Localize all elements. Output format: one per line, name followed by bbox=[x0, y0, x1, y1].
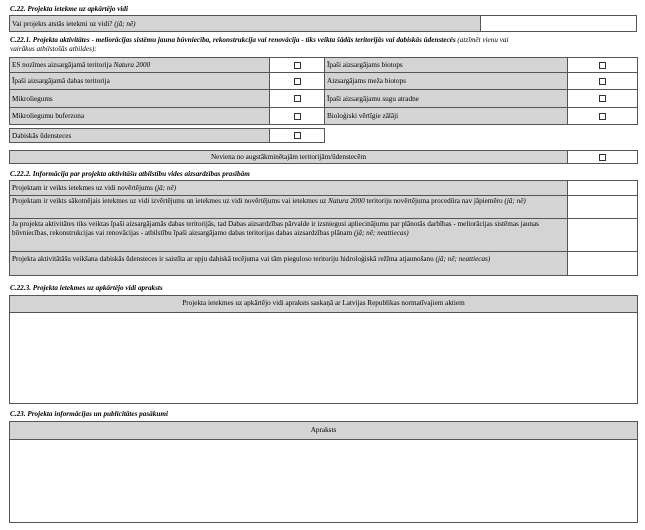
c222-row-nature-protection-approval bbox=[9, 218, 568, 252]
c223-header-text: Projekta ietekmes uz apkārtējo vidi apraksts saskaņā ar Latvijas Republikas normatīvajiem aktiem bbox=[182, 299, 465, 307]
natural-watercourses-cell bbox=[269, 128, 325, 143]
section-c23-title: C.23. Projekta informācijas un publicitātes pasākumi bbox=[10, 410, 168, 418]
c22-answer-field[interactable] bbox=[480, 15, 637, 32]
c222-row-watercourse-restoration bbox=[9, 251, 568, 276]
section-c222-title: C.22.2. Informācija par projekta aktivitāšu atbilstību vides aizsardzības prasībām bbox=[10, 170, 250, 178]
c222-row-text: Projektam ir veikts ietekmes uz vidi novērtējums bbox=[12, 184, 155, 192]
c223-description-textarea[interactable] bbox=[9, 312, 638, 404]
territory-label-text: Mikroliegumu buferzona bbox=[12, 112, 85, 120]
territory-natura-2000-cell bbox=[269, 57, 325, 73]
territory-microreserve-buffer-cell bbox=[269, 107, 325, 125]
section-c22-title: C.22. Projekta ietekme uz apkārtējo vidi bbox=[10, 5, 128, 13]
territory-microreserve-label bbox=[9, 89, 270, 108]
c222-row-nature-protection-approval-answer[interactable] bbox=[567, 218, 638, 252]
c22-question-cell bbox=[9, 15, 481, 32]
section-c221-title-block bbox=[10, 36, 638, 45]
territory-label-text: Mikroliegums bbox=[12, 95, 53, 103]
c23-header bbox=[9, 421, 638, 440]
section-c221-hint-2: vairākus atbilstošās atbildes): bbox=[10, 45, 97, 53]
c222-row-hint: (jā; nē) bbox=[504, 197, 526, 205]
territory-label-text: Īpaši aizsargājamā dabas teritorija bbox=[12, 77, 110, 85]
c222-row-text: Projektam ir veikts sākotnējais ietekmes uz vidi izvērtējums un ietekmes uz vidi novērtējums vai ietekmes uz bbox=[12, 197, 329, 205]
territory-microreserve-buffer-label bbox=[9, 107, 270, 125]
territory-biotope-cell bbox=[567, 57, 638, 73]
territory-grassland-checkbox[interactable] bbox=[599, 113, 606, 120]
territory-forest-biotope-cell bbox=[567, 72, 638, 90]
natural-watercourses-text: Dabiskās ūdensteces bbox=[12, 132, 72, 140]
territory-biotope-checkbox[interactable] bbox=[599, 62, 606, 69]
territory-microreserve-buffer-checkbox[interactable] bbox=[294, 113, 301, 120]
territory-label-text: Aizsargājams meža biotops bbox=[327, 77, 406, 85]
c222-row-text: Ja projekta aktivitātes tiks veiktas īpaši aizsargājamās dabas teritorijās, tad Dabas aizsardzības pārvalde ir izsniegusi apliecinājumu par plānotās darbības - meliorācijas sistēmas jaunas būvniecības, rekonstrukcijas vai renovācijas - atbilstību īpaši aizsargājamo dabas teritorijas dabas aizsardzības plānam bbox=[12, 220, 539, 237]
territory-grassland-cell bbox=[567, 107, 638, 125]
territory-label-text: Bioloģiski vērtīgie zālāji bbox=[327, 112, 399, 120]
c222-row-initial-assessment bbox=[9, 195, 568, 219]
territory-label-italic: Natura 2000 bbox=[113, 61, 151, 69]
c222-row-text: Projekta aktivitātāšu veikšana dabiskās ūdensteces ir saistīta ar upju dabiskā tecējuma vai tām pieguloso teritoriju hidroloģiskā režīma atjaunošanu bbox=[12, 255, 436, 263]
none-of-above-checkbox[interactable] bbox=[599, 154, 606, 161]
c222-row-text-2: teritoriju novērtējuma procedūra nav jāpiemēro bbox=[364, 197, 505, 205]
section-c221-hint-1: (atzīmēt vienu vai bbox=[457, 36, 509, 44]
territory-label-text: ES nozīmes aizsargājamā teritorija bbox=[12, 61, 114, 69]
territory-protected-nature-cell bbox=[269, 72, 325, 90]
territory-microreserve-checkbox[interactable] bbox=[294, 95, 301, 102]
territory-microreserve-cell bbox=[269, 89, 325, 108]
section-c221-title: C.22.1. Projekta aktivitātes - meliorācijas sistēmu jauna būvniecība, rekonstrukcija vai renovācija - tiks veikta šādās teritorijās vai dabiskās ūdenstecēs bbox=[10, 36, 456, 44]
territory-biotope-label bbox=[324, 57, 568, 73]
territory-species-site-cell bbox=[567, 89, 638, 108]
territory-label-text: Īpaši aizsargājamu sugu atradne bbox=[327, 95, 419, 103]
c222-row-hint: (jā; nē; neattiecas) bbox=[353, 229, 409, 237]
c222-row-hint: (jā; nē) bbox=[154, 184, 177, 192]
c222-row-watercourse-restoration-answer[interactable] bbox=[567, 251, 638, 276]
c222-row-initial-assessment-answer[interactable] bbox=[567, 195, 638, 219]
territory-natura-2000-label bbox=[9, 57, 270, 73]
none-of-above-label bbox=[9, 150, 568, 164]
c222-row-eia-answer[interactable] bbox=[567, 180, 638, 196]
section-c221-hint-2-wrap bbox=[10, 45, 97, 54]
territory-species-site-checkbox[interactable] bbox=[599, 95, 606, 102]
natural-watercourses-label bbox=[9, 128, 270, 143]
none-of-above-cell bbox=[567, 150, 638, 164]
territory-protected-nature-checkbox[interactable] bbox=[294, 78, 301, 85]
c22-question-hint: (jā; nē) bbox=[114, 20, 136, 28]
territory-protected-nature-label bbox=[9, 72, 270, 90]
c222-row-hint: (jā; nē; neattiecas) bbox=[435, 255, 491, 263]
section-c223-title: C.22.3. Projekta ietekmes uz apkārtējo vidi apraksts bbox=[10, 284, 163, 292]
territory-forest-biotope-label bbox=[324, 72, 568, 90]
c222-row-eia bbox=[9, 180, 568, 196]
territory-grassland-label bbox=[324, 107, 568, 125]
territory-forest-biotope-checkbox[interactable] bbox=[599, 78, 606, 85]
c223-header bbox=[9, 295, 638, 313]
c22-question-label: Vai projekts atstās ietekmi uz vidi? bbox=[12, 20, 113, 28]
c222-row-italic: Natura 2000 bbox=[328, 197, 365, 205]
c23-description-textarea[interactable] bbox=[9, 439, 638, 523]
territory-natura-2000-checkbox[interactable] bbox=[294, 62, 301, 69]
none-of-above-text: Neviena no augstākminētajām teritorijām/ūdenstecēm bbox=[210, 153, 367, 161]
c23-header-text: Apraksts bbox=[310, 426, 337, 434]
natural-watercourses-checkbox[interactable] bbox=[294, 132, 301, 139]
territory-label-text: Īpaši aizsargājams biotops bbox=[327, 61, 403, 69]
territory-species-site-label bbox=[324, 89, 568, 108]
